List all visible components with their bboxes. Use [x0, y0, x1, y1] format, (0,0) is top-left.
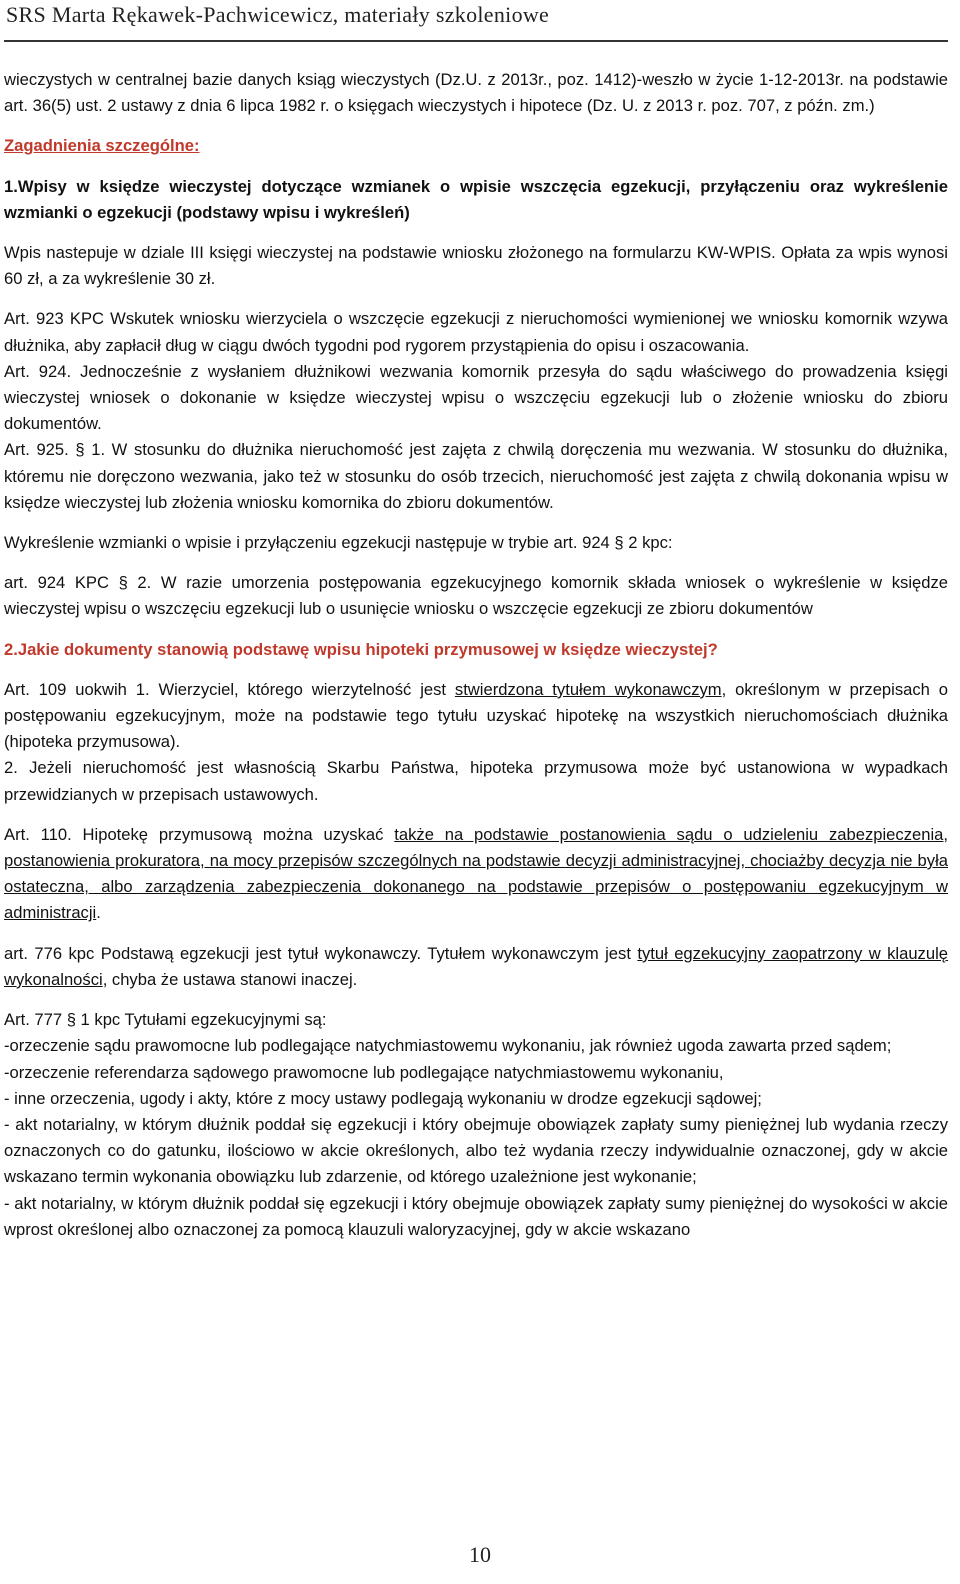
art-777-item: - akt notarialny, w którym dłużnik poddał się egzekucji i który obejmuje obowiązek zapłaty sumy pieniężnej lub wydania rzeczy oznaczonych co do gatunku, ilościowo w akcie określonych, albo też wydania rzeczy indywidualnie oznaczonej, gdy w akcie wskazano termin wykonania obowiązku lub zdarzenie, od którego uzależnione jest wykonanie; [4, 1114, 948, 1187]
question-1-heading: 1.Wpisy w księdze wieczystej dotyczące wzmianek o wpisie wszczęcia egzekucji, przyłączeniu oraz wykreślenie wzmianki o egzekucji (podstawy wpisu i wykreśleń) [4, 176, 948, 222]
art-109-2-paragraph: 2. Jeżeli nieruchomość jest własnością Skarbu Państwa, hipoteka przymusowa może być ustanowiona w wypadkach przewidzianych w przepisach ustawowych. [4, 758, 948, 804]
page-header: SRS Marta Rękawek-Pachwicewicz, materiały szkoleniowe [6, 2, 550, 27]
document-body [4, 67, 948, 1243]
art-110-paragraph [4, 822, 948, 927]
art-776-underlined: tytuł egzekucyjny zaopatrzony w klauzulę wykonalności [4, 943, 948, 989]
header-rule [4, 40, 948, 42]
art-110-underlined: także na podstawie postanowienia sądu o udzieleniu zabezpieczenia, postanowienia prokuratora, na mocy przepisów szczególnych na podstawie decyzji administracyjnej, chociażby decyzja nie była ostateczna, albo zarządzenia zabezpieczenia dokonanego na podstawie przepisów o postępowaniu egzekucyjnym w administracji [4, 824, 948, 923]
art-777-item: -orzeczenie sądu prawomocne lub podlegające natychmiastowemu wykonaniu, jak również ugoda zawarta przed sądem; [4, 1036, 892, 1056]
q1-paragraph-1: Wpis nastepuje w dziale III księgi wieczystej na podstawie wniosku złożonego na formularzu KW-WPIS. Opłata za wpis wynosi 60 zł, a za wykreślenie 30 zł. [4, 243, 948, 289]
art-109-text-a: Art. 109 uokwih 1. Wierzyciel, którego wierzytelność jest [4, 679, 455, 699]
art-777-item: -orzeczenie referendarza sądowego prawomocne lub podlegające natychmiastowemu wykonaniu, [4, 1062, 724, 1082]
intro-paragraph: wieczystych w centralnej bazie danych ksiąg wieczystych (Dz.U. z 2013r., poz. 1412)-weszło w życie 1-12-2013r. na podstawie art. 36(5) ust. 2 ustawy z dnia 6 lipca 1982 r. o księgach wieczystych i hipotece (Dz. U. z 2013 r. poz. 707, z późn. zm.) [4, 70, 948, 116]
q1-paragraph-2: Wykreślenie wzmianki o wpisie i przyłączeniu egzekucji następuje w trybie art. 924 § 2 kpc: [4, 533, 673, 553]
art-777-item: - akt notarialny, w którym dłużnik poddał się egzekucji i który obejmuje obowiązek zapłaty sumy pieniężnej do wysokości w akcie wprost określonej albo oznaczonej za pomocą klauzuli waloryzacyjnej, gdy w akcie wskazano [4, 1193, 948, 1239]
art-924-paragraph: Art. 924. Jednocześnie z wysłaniem dłużnikowi wezwania komornik przesyła do sądu właściwego do prowadzenia księgi wieczystej wniosek o dokonanie w księdze wieczystej wpisu o wszczęciu egzekucji lub o złożenie wniosku do zbioru dokumentów. [4, 361, 948, 434]
art-109-text-b: , określonym w przepisach o postępowaniu egzekucyjnym, może na podstawie tego tytułu uzyskać hipotekę na wszystkich nieruchomościach dłużnika (hipoteka przymusowa). [4, 679, 948, 752]
art-110-text-a: Art. 110. Hipotekę przymusową można uzyskać [4, 824, 395, 844]
art-924-2-paragraph: art. 924 KPC § 2. W razie umorzenia postępowania egzekucyjnego komornik składa wniosek o wykreślenie w księdze wieczystej wpisu o wszczęciu egzekucji lub o usunięcie wniosku o wszczęcie egzekucji ze zbioru dokumentów [4, 573, 948, 619]
question-2-heading: 2.Jakie dokumenty stanowią podstawę wpisu hipoteki przymusowej w księdze wieczystej? [4, 639, 718, 659]
art-777-item: - inne orzeczenia, ugody i akty, które z mocy ustawy podlegają wykonaniu w drodze egzekucji sądowej; [4, 1088, 762, 1108]
art-109-paragraph [4, 677, 948, 756]
art-776-text-a: art. 776 kpc Podstawą egzekucji jest tytuł wykonawczy. Tytułem wykonawczym jest [4, 943, 638, 963]
art-110-text-b: . [96, 903, 101, 923]
art-776-paragraph [4, 941, 948, 993]
art-777-title: Art. 777 § 1 kpc Tytułami egzekucyjnymi są: [4, 1010, 327, 1030]
art-109-underlined: stwierdzona tytułem wykonawczym [454, 679, 722, 699]
art-923-paragraph: Art. 923 KPC Wskutek wniosku wierzyciela o wszczęcie egzekucji z nieruchomości wymienionej we wniosku komornik wzywa dłużnika, aby zapłacił dług w ciągu dwóch tygodni pod rygorem przystąpienia do opisu i oszacowania. [4, 309, 948, 355]
page-number: 10 [469, 1542, 491, 1567]
art-925-paragraph: Art. 925. § 1. W stosunku do dłużnika nieruchomość jest zajęta z chwilą doręczenia mu wezwania. W stosunku do dłużnika, któremu nie doręczono wezwania, jako też w stosunku do osób trzecich, nieruchomość jest zajęta z chwilą dokonania wpisu w księdze wieczystej lub złożenia wniosku komornika do zbioru dokumentów. [4, 440, 948, 512]
section-heading: Zagadnienia szczególne: [4, 136, 200, 156]
art-776-text-b: , chyba że ustawa stanowi inaczej. [102, 969, 358, 989]
